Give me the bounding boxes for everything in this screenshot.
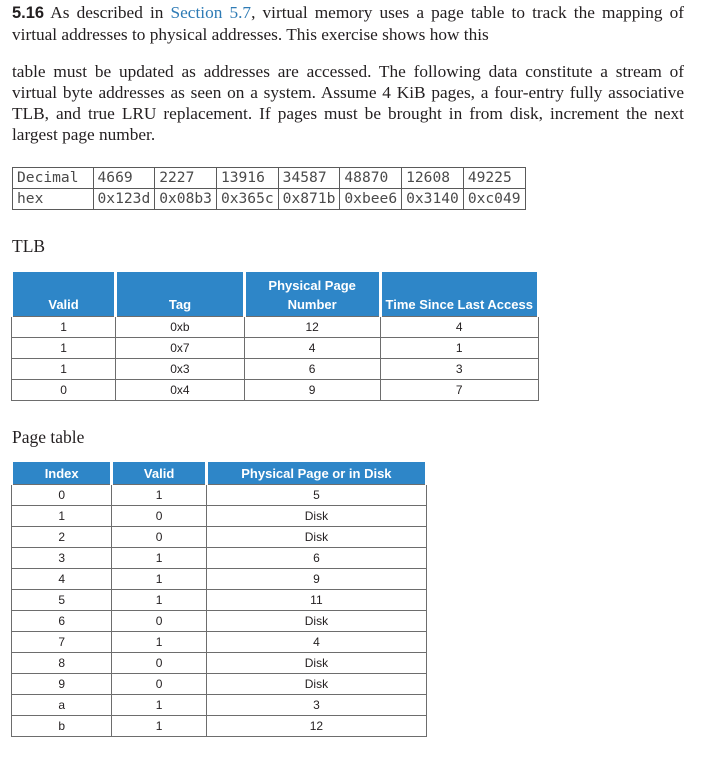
pt-valid-cell: 1	[112, 716, 206, 737]
pt-page-cell: 6	[206, 548, 426, 569]
decimal-cell: 2227	[155, 168, 217, 189]
hex-cell: 0xbee6	[340, 189, 402, 210]
pt-index-cell: 7	[12, 632, 112, 653]
table-row	[12, 506, 427, 527]
decimal-cell: 49225	[463, 168, 525, 189]
tlb-col-physical-page: Physical Page Number	[244, 272, 380, 317]
tlb-ppn-cell: 12	[244, 317, 380, 338]
tlb-ppn-cell: 6	[244, 359, 380, 380]
section-link[interactable]: Section 5.7	[170, 3, 252, 22]
table-row	[12, 548, 427, 569]
table-row	[12, 338, 539, 359]
hex-cell: 0x3140	[402, 189, 464, 210]
tlb-col-tag: Tag	[116, 272, 245, 317]
table-row	[12, 485, 427, 506]
exercise-number: 5.16	[12, 4, 45, 22]
pt-valid-cell: 1	[112, 548, 206, 569]
pt-page-cell: Disk	[206, 506, 426, 527]
table-row	[12, 569, 427, 590]
table-row	[12, 674, 427, 695]
table-row	[12, 380, 539, 401]
tlb-tag-cell: 0x4	[116, 380, 245, 401]
table-row	[12, 317, 539, 338]
exercise-intro	[12, 2, 684, 45]
intro-text-end: , virtual memory uses a page table to track the mapping of virtual addresses to physical addresses. This exercise shows how this	[12, 3, 684, 44]
pt-col-valid: Valid	[112, 462, 206, 485]
pt-valid-cell: 1	[112, 590, 206, 611]
page-table	[10, 462, 428, 737]
tlb-valid-cell: 1	[12, 359, 116, 380]
pt-index-cell: 4	[12, 569, 112, 590]
pt-page-cell: 12	[206, 716, 426, 737]
tlb-heading: TLB	[12, 236, 46, 256]
hex-cell: 0xc049	[463, 189, 525, 210]
pt-page-cell: Disk	[206, 527, 426, 548]
page-table-heading: Page table	[12, 427, 85, 447]
pt-index-cell: 0	[12, 485, 112, 506]
tlb-ppn-cell: 4	[244, 338, 380, 359]
tlb-tag-cell: 0x3	[116, 359, 245, 380]
pt-page-cell: 9	[206, 569, 426, 590]
table-row	[12, 590, 427, 611]
pt-index-cell: 1	[12, 506, 112, 527]
table-row	[12, 611, 427, 632]
pt-index-cell: 2	[12, 527, 112, 548]
decimal-cell: 12608	[402, 168, 464, 189]
tlb-valid-cell: 1	[12, 338, 116, 359]
tlb-tag-cell: 0xb	[116, 317, 245, 338]
hex-label: hex	[13, 189, 94, 210]
tlb-table	[10, 272, 540, 401]
decimal-row	[13, 168, 526, 189]
tlb-valid-cell: 1	[12, 317, 116, 338]
table-row	[12, 632, 427, 653]
tlb-time-cell: 7	[380, 380, 539, 401]
pt-index-cell: 6	[12, 611, 112, 632]
table-row	[12, 527, 427, 548]
pt-valid-cell: 0	[112, 527, 206, 548]
table-row	[12, 359, 539, 380]
tlb-valid-cell: 0	[12, 380, 116, 401]
hex-cell: 0x365c	[216, 189, 278, 210]
pt-valid-cell: 0	[112, 506, 206, 527]
table-row	[12, 716, 427, 737]
pt-page-cell: 3	[206, 695, 426, 716]
table-row	[12, 695, 427, 716]
decimal-cell: 4669	[93, 168, 155, 189]
pt-col-index: Index	[12, 462, 112, 485]
tlb-col-time-since-access: Time Since Last Access	[380, 272, 539, 317]
pt-page-cell: Disk	[206, 674, 426, 695]
pt-valid-cell: 0	[112, 653, 206, 674]
tlb-col-valid: Valid	[12, 272, 116, 317]
tlb-ppn-cell: 9	[244, 380, 380, 401]
pt-valid-cell: 1	[112, 632, 206, 653]
hex-cell: 0x123d	[93, 189, 155, 210]
decimal-cell: 48870	[340, 168, 402, 189]
pt-page-cell: Disk	[206, 611, 426, 632]
address-stream-table	[12, 167, 526, 210]
table-row	[12, 653, 427, 674]
pt-index-cell: 5	[12, 590, 112, 611]
pt-valid-cell: 0	[112, 674, 206, 695]
pt-valid-cell: 1	[112, 485, 206, 506]
tlb-tag-cell: 0x7	[116, 338, 245, 359]
tlb-time-cell: 3	[380, 359, 539, 380]
pt-valid-cell: 0	[112, 611, 206, 632]
pt-index-cell: 8	[12, 653, 112, 674]
exercise-description: table must be updated as addresses are accessed. The following data constitute a stream of virtual byte addresses as seen on a system. Assume 4 KiB pages, a four-entry fully associative TLB, and true LRU replacement. If pages must be brought in from disk, increment the next largest page number.	[12, 62, 684, 144]
hex-row	[13, 189, 526, 210]
pt-col-physical-page: Physical Page or in Disk	[206, 462, 426, 485]
pt-valid-cell: 1	[112, 569, 206, 590]
pt-page-cell: 11	[206, 590, 426, 611]
pt-valid-cell: 1	[112, 695, 206, 716]
decimal-cell: 13916	[216, 168, 278, 189]
intro-text-start: As described in	[50, 3, 171, 22]
decimal-cell: 34587	[278, 168, 340, 189]
pt-page-cell: 4	[206, 632, 426, 653]
tlb-time-cell: 4	[380, 317, 539, 338]
pt-index-cell: 3	[12, 548, 112, 569]
tlb-time-cell: 1	[380, 338, 539, 359]
page-table-header-row	[12, 462, 427, 485]
pt-index-cell: a	[12, 695, 112, 716]
pt-index-cell: b	[12, 716, 112, 737]
hex-cell: 0x871b	[278, 189, 340, 210]
pt-index-cell: 9	[12, 674, 112, 695]
decimal-label: Decimal	[13, 168, 94, 189]
hex-cell: 0x08b3	[155, 189, 217, 210]
pt-page-cell: Disk	[206, 653, 426, 674]
tlb-header-row	[12, 272, 539, 317]
pt-page-cell: 5	[206, 485, 426, 506]
